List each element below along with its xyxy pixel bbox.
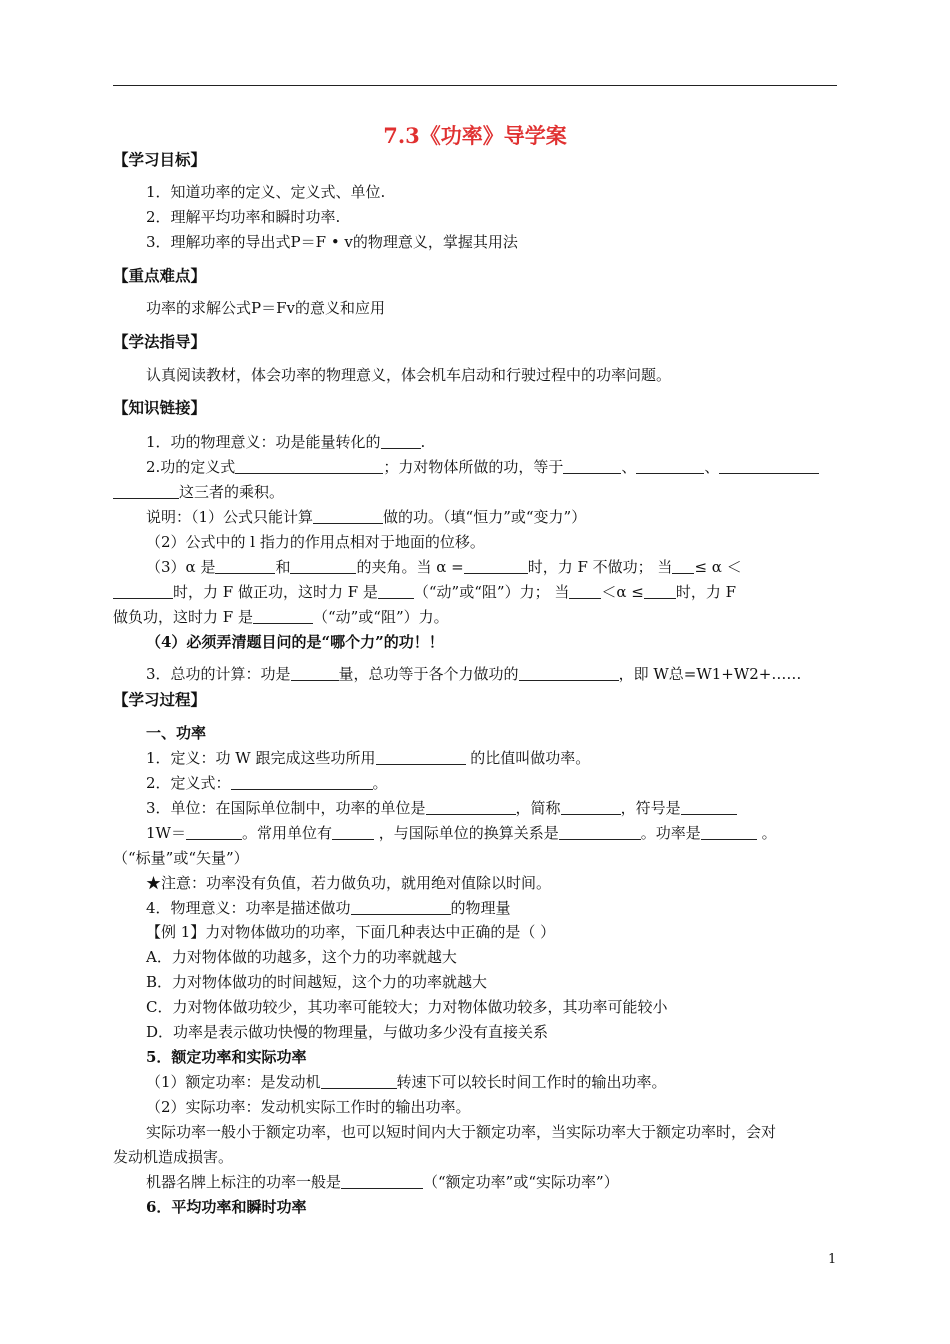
fill-blank[interactable] <box>376 749 466 765</box>
text: 。常用单位有 <box>241 824 332 842</box>
text: 1W＝ <box>146 824 186 842</box>
text: （“动”或“阻”）力。 <box>312 608 449 626</box>
process-line-3 <box>146 798 737 818</box>
text: 的比值叫做功率。 <box>470 749 591 767</box>
heading-process: 【学习过程】 <box>113 690 207 709</box>
text: ，简称 <box>515 799 561 817</box>
text: 转速下可以较长时间工作时的输出功率。 <box>396 1073 667 1091</box>
option-b[interactable]: B．力对物体做功的时间越短，这个力的功率就越大 <box>146 973 488 991</box>
fill-blank[interactable] <box>290 558 356 574</box>
text: 的物理量 <box>450 899 511 917</box>
fill-blank[interactable] <box>644 583 676 599</box>
text: 做负功，这时力 F 是 <box>113 608 253 626</box>
text: 这三者的乘积。 <box>179 483 285 501</box>
text: 4．物理意义：功率是描述做功 <box>146 899 351 917</box>
process-line-5: （“标量”或“矢量”） <box>113 849 249 867</box>
knowledge-line-8 <box>113 607 449 627</box>
text: 3．单位：在国际单位制中，功率的单位是 <box>146 799 426 817</box>
fill-blank[interactable] <box>341 1173 423 1189</box>
text: 的夹角。当 α = <box>356 558 464 576</box>
text: ≤ α ＜ <box>694 558 742 576</box>
heading-key-points: 【重点难点】 <box>113 266 207 285</box>
fill-blank[interactable] <box>186 824 242 840</box>
knowledge-line-6 <box>146 557 742 577</box>
fill-blank[interactable] <box>313 508 383 524</box>
fill-blank[interactable] <box>569 583 601 599</box>
text: （1）额定功率：是发动机 <box>146 1073 321 1091</box>
fill-blank[interactable] <box>253 608 313 624</box>
heading-knowledge: 【知识链接】 <box>113 398 207 417</box>
fill-blank[interactable] <box>332 824 374 840</box>
text: 、 <box>621 458 637 476</box>
text: . <box>420 433 426 451</box>
text: （3）α 是 <box>146 558 216 576</box>
process-line-6 <box>146 898 511 918</box>
knowledge-line-2 <box>146 457 819 477</box>
text: 、 <box>704 458 720 476</box>
option-d[interactable]: D．功率是表示做功快慢的物理量，与做功多少没有直接关系 <box>146 1023 549 1041</box>
knowledge-line-7 <box>113 582 736 602</box>
page-title: 7.3《功率》导学案 <box>383 123 567 148</box>
text: 3．总功的计算：功是 <box>146 665 291 683</box>
fill-blank[interactable] <box>351 899 451 915</box>
fill-blank[interactable] <box>636 458 704 474</box>
fill-blank[interactable] <box>215 558 275 574</box>
page-number: 1 <box>828 1252 837 1267</box>
text: 和 <box>275 558 291 576</box>
text: 1．定义：功 W 跟完成这些功所用 <box>146 749 376 767</box>
fill-blank[interactable] <box>701 824 757 840</box>
fill-blank[interactable] <box>381 433 421 449</box>
fill-blank[interactable] <box>719 458 819 474</box>
process-line-4 <box>146 823 777 843</box>
fill-blank[interactable] <box>563 458 621 474</box>
process-line-2 <box>146 773 388 793</box>
text: 2．定义式： <box>146 774 231 792</box>
text: （“动”或“阻”）力； 当 <box>413 583 570 601</box>
header-rule <box>113 85 837 86</box>
option-a[interactable]: A．力对物体做的功越多，这个力的功率就越大 <box>146 948 457 966</box>
objective-2: 2．理解平均功率和瞬时功率. <box>146 208 341 226</box>
fill-blank[interactable] <box>519 665 619 681</box>
text: 做的功。（填“恒力”或“变力”） <box>383 508 587 526</box>
knowledge-line-10 <box>146 664 801 684</box>
knowledge-line-4 <box>146 507 586 527</box>
text: 机器名牌上标注的功率一般是 <box>146 1173 342 1191</box>
objective-3: 3．理解功率的导出式P＝F • v的物理意义，掌握其用法 <box>146 233 518 251</box>
text: ，即 W总=W1+W2+…… <box>618 665 802 683</box>
fill-blank[interactable] <box>561 799 621 815</box>
method-text: 认真阅读教材，体会功率的物理意义，体会机车启动和行驶过程中的功率问题。 <box>146 366 672 384</box>
text: ；力对物体所做的功，等于 <box>383 458 564 476</box>
text: 。 <box>761 824 777 842</box>
fill-blank[interactable] <box>235 458 383 474</box>
text: ，与国际单位的换算关系是 <box>378 824 559 842</box>
fill-blank[interactable] <box>378 583 414 599</box>
example-1-question: 【例 1】力对物体做功的功率，下面几种表达中正确的是（ ） <box>146 923 556 941</box>
sub-heading-rated-power: 5．额定功率和实际功率 <box>146 1048 307 1066</box>
fill-blank[interactable] <box>321 1073 397 1089</box>
text: （“额定功率”或“实际功率”） <box>423 1173 619 1191</box>
text: 量，总功等于各个力做功的 <box>338 665 519 683</box>
heading-objectives: 【学习目标】 <box>113 150 207 169</box>
text: 2.功的定义式 <box>146 458 236 476</box>
fill-blank[interactable] <box>464 558 528 574</box>
sub-heading-average-power: 6．平均功率和瞬时功率 <box>146 1198 307 1216</box>
rated-line-1 <box>146 1072 667 1092</box>
text: 。 <box>372 774 388 792</box>
heading-method: 【学法指导】 <box>113 332 207 351</box>
rated-line-3: 实际功率一般小于额定功率，也可以短时间内大于额定功率，当实际功率大于额定功率时，会对 <box>146 1123 777 1141</box>
fill-blank[interactable] <box>291 665 339 681</box>
rated-line-5 <box>146 1172 619 1192</box>
fill-blank[interactable] <box>113 483 179 499</box>
fill-blank[interactable] <box>231 774 373 790</box>
knowledge-line-1 <box>146 432 425 452</box>
text: 时，力 F <box>675 583 736 601</box>
rated-line-2: （2）实际功率：发动机实际工作时的输出功率。 <box>146 1098 471 1116</box>
fill-blank[interactable] <box>426 799 516 815</box>
option-c[interactable]: C．力对物体做功较少，其功率可能较大；力对物体做功较多，其功率可能较小 <box>146 998 668 1016</box>
knowledge-line-3 <box>113 482 284 502</box>
fill-blank[interactable] <box>559 824 641 840</box>
knowledge-line-9: （4）必须弄清题目问的是“哪个力”的功！！ <box>146 633 444 651</box>
text: 时，力 F 做正功，这时力 F 是 <box>173 583 378 601</box>
rated-line-4: 发动机造成损害。 <box>113 1148 234 1166</box>
sub-heading-power: 一、功率 <box>146 724 207 742</box>
text: ＜α ≤ <box>601 583 644 601</box>
fill-blank[interactable] <box>113 583 173 599</box>
text: 说明：（1）公式只能计算 <box>146 508 314 526</box>
key-points-text: 功率的求解公式P＝Fv的意义和应用 <box>146 299 385 317</box>
text: 。功率是 <box>640 824 701 842</box>
fill-blank[interactable] <box>681 799 737 815</box>
text: 1．功的物理意义：功是能量转化的 <box>146 433 381 451</box>
objective-1: 1．知道功率的定义、定义式、单位. <box>146 183 386 201</box>
knowledge-line-5: （2）公式中的 l 指力的作用点相对于地面的位移。 <box>146 533 485 551</box>
note-line: ★注意：功率没有负值，若力做负功，就用绝对值除以时间。 <box>146 874 552 892</box>
text: 时，力 F 不做功； 当 <box>527 558 673 576</box>
process-line-1 <box>146 748 590 768</box>
text: ，符号是 <box>620 799 681 817</box>
fill-blank[interactable] <box>672 558 694 574</box>
